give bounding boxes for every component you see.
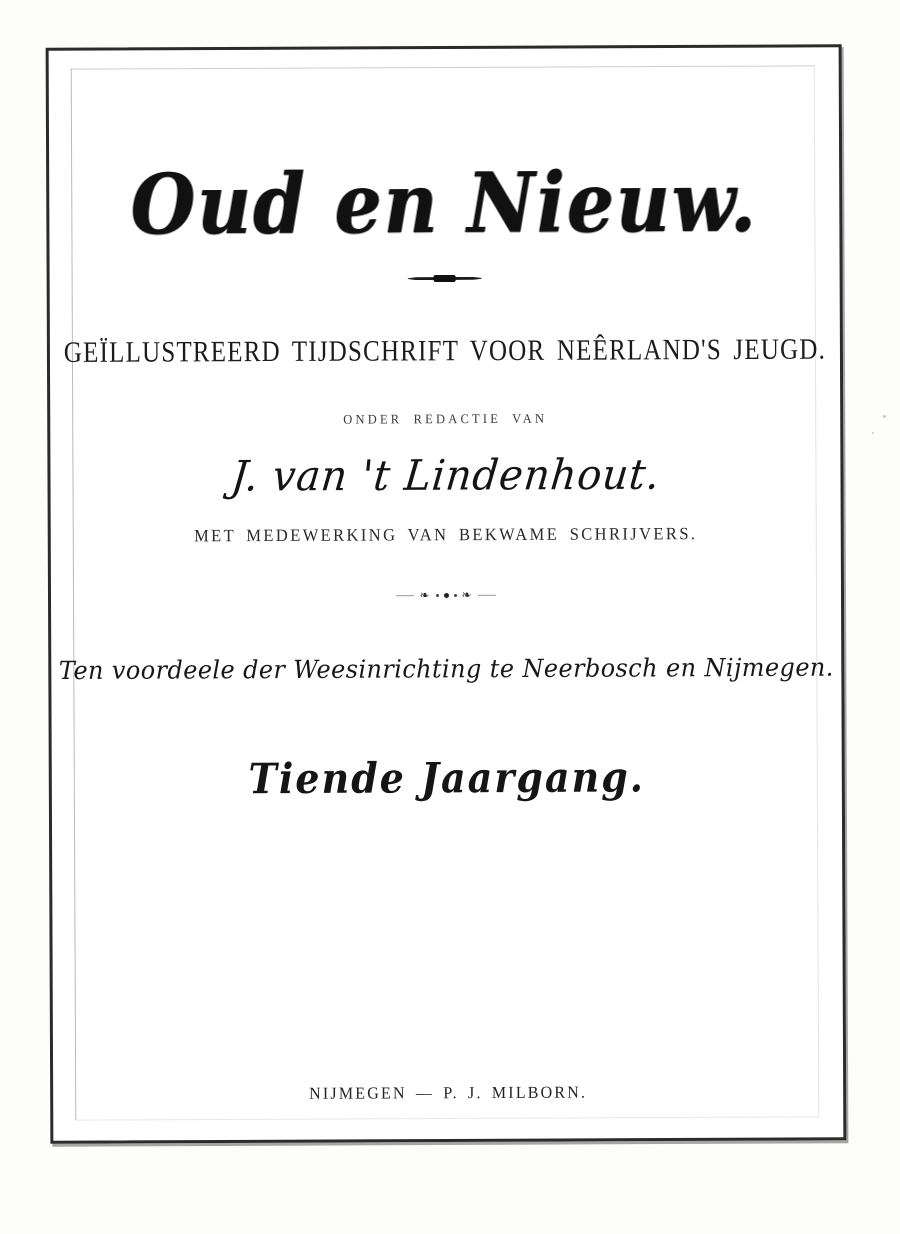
editor-name: J. van 't Lindenhout.	[228, 450, 663, 502]
scan-speck	[872, 432, 874, 434]
collaborators-line: MET MEDEWERKING VAN BEKWAME SCHRIJVERS.	[194, 523, 698, 546]
ornament-bead-1	[435, 594, 438, 597]
layout-spacer	[447, 800, 448, 1085]
publication-title: Oud en Nieuw.	[130, 154, 759, 254]
dash-ornament-icon	[408, 275, 482, 282]
volume-number: Tiende Jaargang.	[248, 751, 646, 804]
page-border-frame	[46, 44, 847, 1143]
benefit-line: Ten voordeele der Weesinrichting te Neerbosch en Nijmegen.	[58, 652, 834, 686]
editor-label: ONDER REDACTIE VAN	[343, 411, 548, 427]
ornament-bead-2	[443, 592, 448, 597]
publisher-imprint: NIJMEGEN — P. J. MILBORN.	[309, 1083, 588, 1104]
ornament-leaf-left: ❧	[419, 588, 431, 603]
ornament-leaf-right: ❧	[461, 587, 473, 602]
floral-dot-ornament-icon	[396, 589, 495, 601]
ornament-rule-right	[478, 594, 496, 595]
ornament-rule-left	[396, 595, 414, 596]
publication-subtitle: GEÏLLUSTREERD TIJDSCHRIFT VOOR NEÊRLAND'S JEUGD.	[63, 333, 827, 370]
scan-speck	[883, 415, 886, 418]
ornament-bead-3	[453, 593, 456, 596]
title-page-content	[49, 47, 844, 1140]
